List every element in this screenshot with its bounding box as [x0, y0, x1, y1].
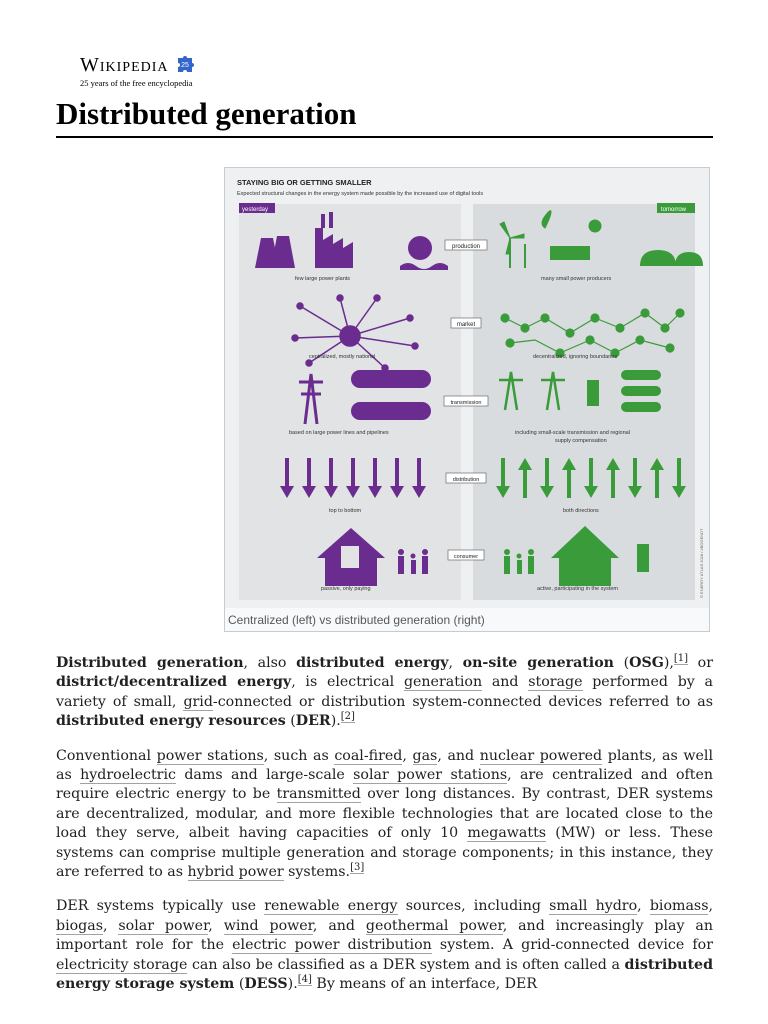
bold-term: DER	[295, 713, 331, 730]
paragraph-1: Distributed generation, also distributed energy, on-site generation (OSG),[1] or district/decentralized energy, is electrical generation and storage performed by a variety of small, grid-connected or distribution system-connected devices referred to as distributed energy resources (DER).[2]	[56, 653, 713, 730]
link-hydroelectric[interactable]: hydroelectric	[80, 767, 176, 784]
link-generation[interactable]: generation	[403, 674, 483, 691]
row-label-production: production	[451, 244, 481, 250]
link-megawatts[interactable]: megawatts	[467, 825, 547, 842]
production-right-label: many small power producers	[541, 276, 612, 282]
link-solar-power-stations[interactable]: solar power stations	[353, 767, 508, 784]
link-wind-power[interactable]: wind power	[223, 917, 313, 934]
row-label-transmission: transmission	[450, 400, 482, 406]
row-label-consumer: consumer	[453, 554, 479, 560]
link-electric-power-distribution[interactable]: electric power distribution	[232, 937, 432, 954]
bidirectional-arrows-icon	[496, 458, 686, 498]
link-nuclear-powered[interactable]: nuclear powered	[479, 747, 603, 764]
citation-link[interactable]: [4]	[297, 974, 312, 986]
bold-term: on-site generation	[462, 655, 614, 671]
bold-term: district/decentralized energy	[56, 674, 292, 691]
link-hybrid-power[interactable]: hybrid power	[187, 864, 284, 881]
tagline: 25 years of the free encyclopedia	[80, 78, 193, 88]
citation-link[interactable]: [2]	[340, 711, 355, 723]
production-left-label: few large power plants	[295, 276, 351, 282]
badge-number: 25	[180, 62, 189, 69]
bold-term: distributed energy storage system	[56, 956, 713, 993]
bold-term: DESS	[244, 976, 288, 993]
infographic-image	[225, 168, 709, 608]
link-biomass[interactable]: biomass	[649, 898, 709, 915]
link-biogas[interactable]: biogas	[56, 917, 103, 934]
paragraph-2: Conventional power stations, such as coal-fired, gas, and nuclear powered plants, as well as hydroelectric dams and large-scale solar power stations, are centralized and often require electric energy to be transmitted over long distances. By contrast, DER systems are decentralized, modular, and more flexible technologies that are located close to the load they serve, albeit having capacities of only 10 megawatts (MW) or less. These systems can comprise multiple generation and storage components; in this instance, they are referred to as hybrid power systems.[3]	[56, 747, 714, 881]
article-body	[56, 654, 713, 1010]
title-divider	[56, 136, 713, 138]
link-small-hydro[interactable]: small hydro	[549, 898, 638, 915]
figure-caption: Centralized (left) vs distributed generation (right)	[228, 613, 485, 627]
transmission-right-label: including small-scale transmission and regional	[515, 430, 630, 436]
link-coal-fired[interactable]: coal-fired	[334, 747, 403, 764]
link-gas[interactable]: gas	[412, 747, 438, 764]
link-transmitted[interactable]: transmitted	[276, 786, 361, 803]
paragraph-3: DER systems typically use renewable energy sources, including small hydro, biomass, biogas, solar power, wind power, and geothermal power, and increasingly play an important role for the electric power distribution system. A grid-connected device for electricity storage can also be classified as a DER system and is often called a distributed energy storage system (DESS).[4] By means of an interface, DER	[56, 898, 714, 993]
link-geothermal-power[interactable]: geothermal power	[365, 917, 503, 934]
bold-term: distributed energy resources	[56, 713, 286, 730]
consumer-right-label: active, participating in the system	[537, 586, 619, 592]
right-tag: tomorrow	[661, 207, 687, 213]
link-power-stations[interactable]: power stations	[156, 747, 264, 764]
transmission-left-label: based on large power lines and pipelines	[289, 430, 389, 436]
consumer-left-label: passive, only paying	[321, 586, 371, 592]
bold-term: OSG	[629, 655, 664, 671]
row-label-market: market	[456, 322, 476, 328]
citation-link[interactable]: [1]	[673, 653, 689, 665]
link-storage[interactable]: storage	[528, 674, 583, 691]
figure-subtitle: Expected structural changes in the energy system made possible by the increased use of digital tools	[237, 191, 484, 197]
left-tag: yesterday	[242, 207, 269, 213]
wordmark: Wikipedia	[80, 54, 169, 76]
link-grid[interactable]: grid	[183, 693, 213, 710]
link-renewable-energy[interactable]: renewable energy	[264, 898, 398, 915]
distribution-right-label: both directions	[563, 508, 599, 514]
link-solar-power[interactable]: solar power	[118, 917, 209, 934]
market-left-label: centralized, mostly national	[309, 354, 376, 360]
figure-title: STAYING BIG OR GETTING SMALLER	[237, 178, 372, 187]
page-title: Distributed generation	[56, 96, 357, 131]
figure-credit: © ENERGY ATLAS 2018 / #BOGENDT	[699, 528, 704, 598]
bold-term: distributed energy	[296, 655, 449, 671]
link-electricity-storage[interactable]: electricity storage	[56, 956, 188, 973]
bold-term: Distributed generation	[56, 655, 244, 671]
infographic-figure[interactable]	[224, 167, 710, 632]
row-label-distribution: distribution	[452, 477, 480, 483]
market-right-label: decentralized, ignoring boundaries	[533, 354, 618, 360]
wikipedia-logo[interactable]	[80, 54, 195, 94]
transmission-right-label-2: supply compensation	[555, 438, 607, 444]
distribution-left-label: top to bottom	[329, 508, 362, 514]
citation-link[interactable]: [3]	[350, 862, 365, 874]
puzzle-globe-icon	[175, 54, 195, 74]
